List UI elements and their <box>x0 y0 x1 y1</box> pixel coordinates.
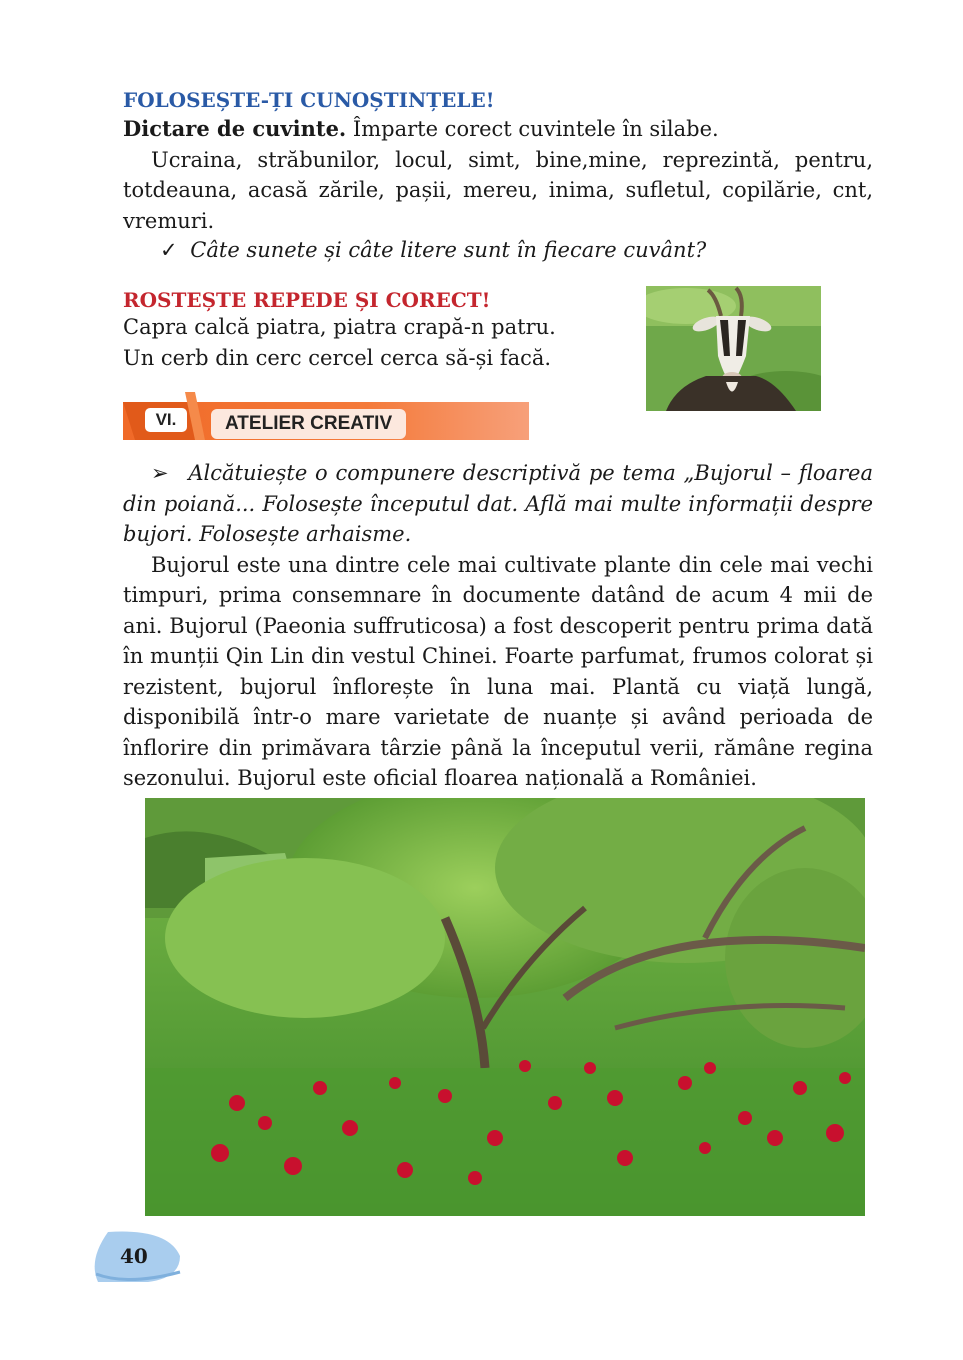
creative-task-text: Alcătuiește o compunere descriptivă pe tema „Bujorul – floarea din poiană... Folosește începutul dat. Află mai multe informații despre bujori. Folosește arhaisme. <box>123 461 873 546</box>
section-banner <box>123 392 529 449</box>
exercise-title: Dictare de cuvinte. <box>123 116 347 141</box>
question-text: Câte sunete și câte litere sunt în fiecare cuvânt? <box>190 238 707 262</box>
banner-label: ATELIER CREATIV <box>211 409 406 439</box>
peony-paragraph: Bujorul este una dintre cele mai cultivate plante din cele mai vechi timpuri, prima consemnare în documente datând de acum 4 mii de ani. Bujorul (Paeonia suffruticosa) a fost descoperit pentru prima dată în munții Qin Lin din vestul Chinei. Foarte parfumat, frumos colorat și rezistent, bujorul înflorește în luna mai. Plantă cu viață lungă, disponibilă într-o mare varietate de nuanțe și având perioada de înflorire din primăvara târzie până la începutul verii, rămâne regina sezonului. Bujorul este oficial floarea națională a României. <box>123 552 873 790</box>
banner-number: VI. <box>145 408 187 432</box>
section-knowledge <box>123 88 873 236</box>
section-heading-knowledge: FOLOSEȘTE-ȚI CUNOȘTINȚELE! <box>123 88 495 112</box>
arrowhead-bullet-icon: ➢ <box>151 461 169 485</box>
section-heading-tongue-twister: ROSTEȘTE REPEDE ȘI CORECT! <box>123 288 491 312</box>
creative-task <box>123 458 873 550</box>
checkmark-icon: ✓ <box>160 238 178 262</box>
exercise-line <box>123 114 873 145</box>
page-number: 40 <box>120 1244 148 1268</box>
question-line <box>160 238 706 262</box>
page-number-badge <box>88 1230 183 1284</box>
exercise-instruction: Împarte corect cuvintele în silabe. <box>346 117 719 141</box>
word-list: Ucraina, străbunilor, locul, simt, bine,mine, reprezintă, pentru, totdeauna, acasă zările, pașii, mereu, inima, sufletul, copilărie, cnt, vremuri. <box>123 147 873 233</box>
section-tongue-twister <box>123 288 603 373</box>
tongue-twister-line-1: Capra calcă piatra, piatra crapă-n patru. <box>123 315 556 339</box>
peony-meadow-photo <box>145 798 865 1216</box>
goat-photo <box>646 286 821 411</box>
tongue-twister-line-2: Un cerb din cerc cercel cerca să-și facă. <box>123 345 552 370</box>
section-creative <box>123 458 873 794</box>
